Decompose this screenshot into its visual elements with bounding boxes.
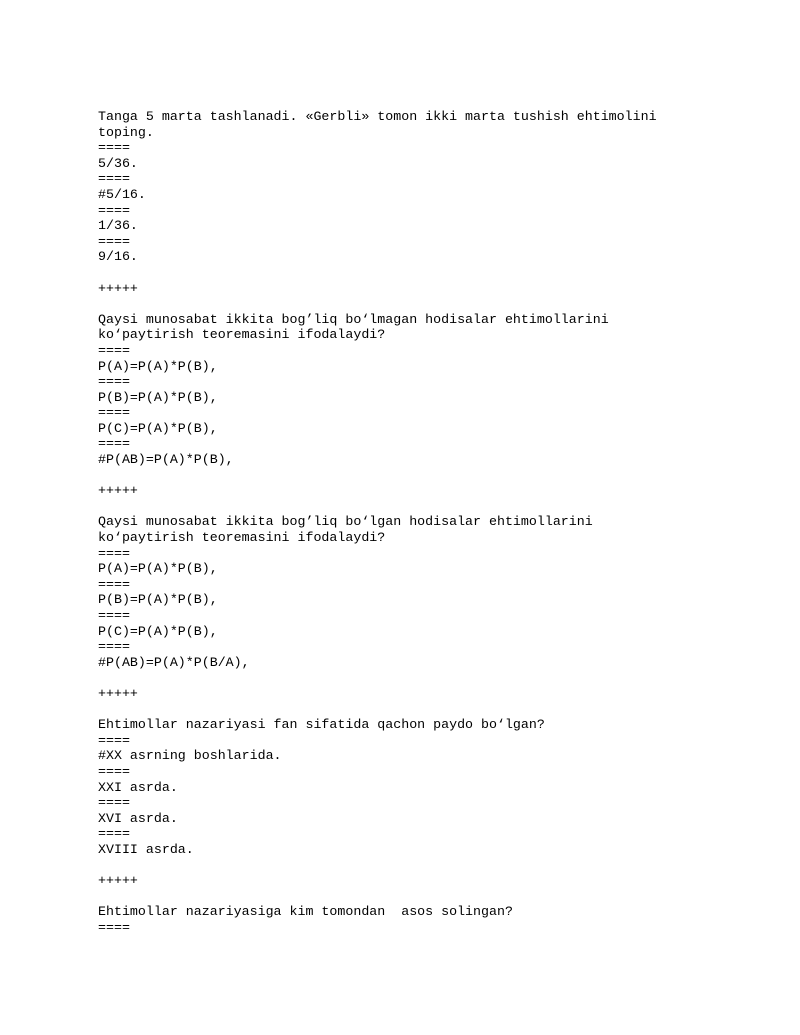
answer-option: P(A)=P(A)*P(B), [98,561,218,577]
option-separator: ==== [98,374,130,390]
answer-option: P(C)=P(A)*P(B), [98,623,218,639]
option-separator: ==== [98,763,130,779]
answer-option: XVIII asrda. [98,841,194,857]
blank-line [98,265,738,281]
answer-option: P(B)=P(A)*P(B), [98,389,218,405]
question-text: Ehtimollar nazariyasi fan sifatida qachon paydo bo‘lgan? [98,717,545,733]
option-separator: ==== [98,140,130,156]
blank-line [98,468,738,484]
option-separator: ==== [98,202,130,218]
option-separator: ==== [98,576,130,592]
option-separator: ==== [98,342,130,358]
blank-line [98,889,738,905]
answer-option: XXI asrda. [98,779,178,795]
option-separator: ==== [98,919,130,935]
question-text: Qaysi munosabat ikkita bog’liq bo‘lgan hodisalar ehtimollarini [98,514,593,530]
answer-option: #P(AB)=P(A)*P(B/A), [98,654,250,670]
question-end-marker: +++++ [98,873,138,889]
option-separator: ==== [98,608,130,623]
option-separator: ==== [98,639,130,655]
option-separator: ==== [98,405,130,421]
question-text: Ehtimollar nazariyasiga kim tomondan asos solingan? [98,904,513,920]
answer-option: 5/36. [98,155,138,171]
answer-option: #XX asrning boshlarida. [98,748,282,764]
question-end-marker: +++++ [98,280,138,296]
blank-line [98,670,738,686]
test-questions-text [98,109,738,935]
option-separator: ==== [98,233,130,249]
question-text: toping. [98,124,154,140]
answer-option: 1/36. [98,218,138,234]
question-end-marker: +++++ [98,685,138,701]
question-text: Tanga 5 marta tashlanadi. «Gerbli» tomon ikki marta tushish ehtimolini [98,109,657,124]
answer-option: XVI asrda. [98,810,178,826]
option-separator: ==== [98,171,130,187]
option-separator: ==== [98,826,130,842]
answer-option: P(B)=P(A)*P(B), [98,592,218,608]
option-separator: ==== [98,545,130,561]
question-end-marker: +++++ [98,483,138,499]
question-text: ko‘paytirish teoremasini ifodalaydi? [98,327,386,343]
blank-line [98,702,738,718]
option-separator: ==== [98,732,130,748]
blank-line [98,296,738,312]
answer-option: #P(AB)=P(A)*P(B), [98,452,234,468]
blank-line [98,499,738,515]
answer-option: P(A)=P(A)*P(B), [98,358,218,374]
answer-option: 9/16. [98,249,138,265]
question-text: ko‘paytirish teoremasini ifodalaydi? [98,530,386,546]
answer-option: P(C)=P(A)*P(B), [98,420,218,436]
option-separator: ==== [98,436,130,452]
option-separator: ==== [98,795,130,811]
question-text: Qaysi munosabat ikkita bog’liq bo‘lmagan hodisalar ehtimollarini [98,311,609,327]
answer-option: #5/16. [98,186,146,202]
blank-line [98,858,738,874]
